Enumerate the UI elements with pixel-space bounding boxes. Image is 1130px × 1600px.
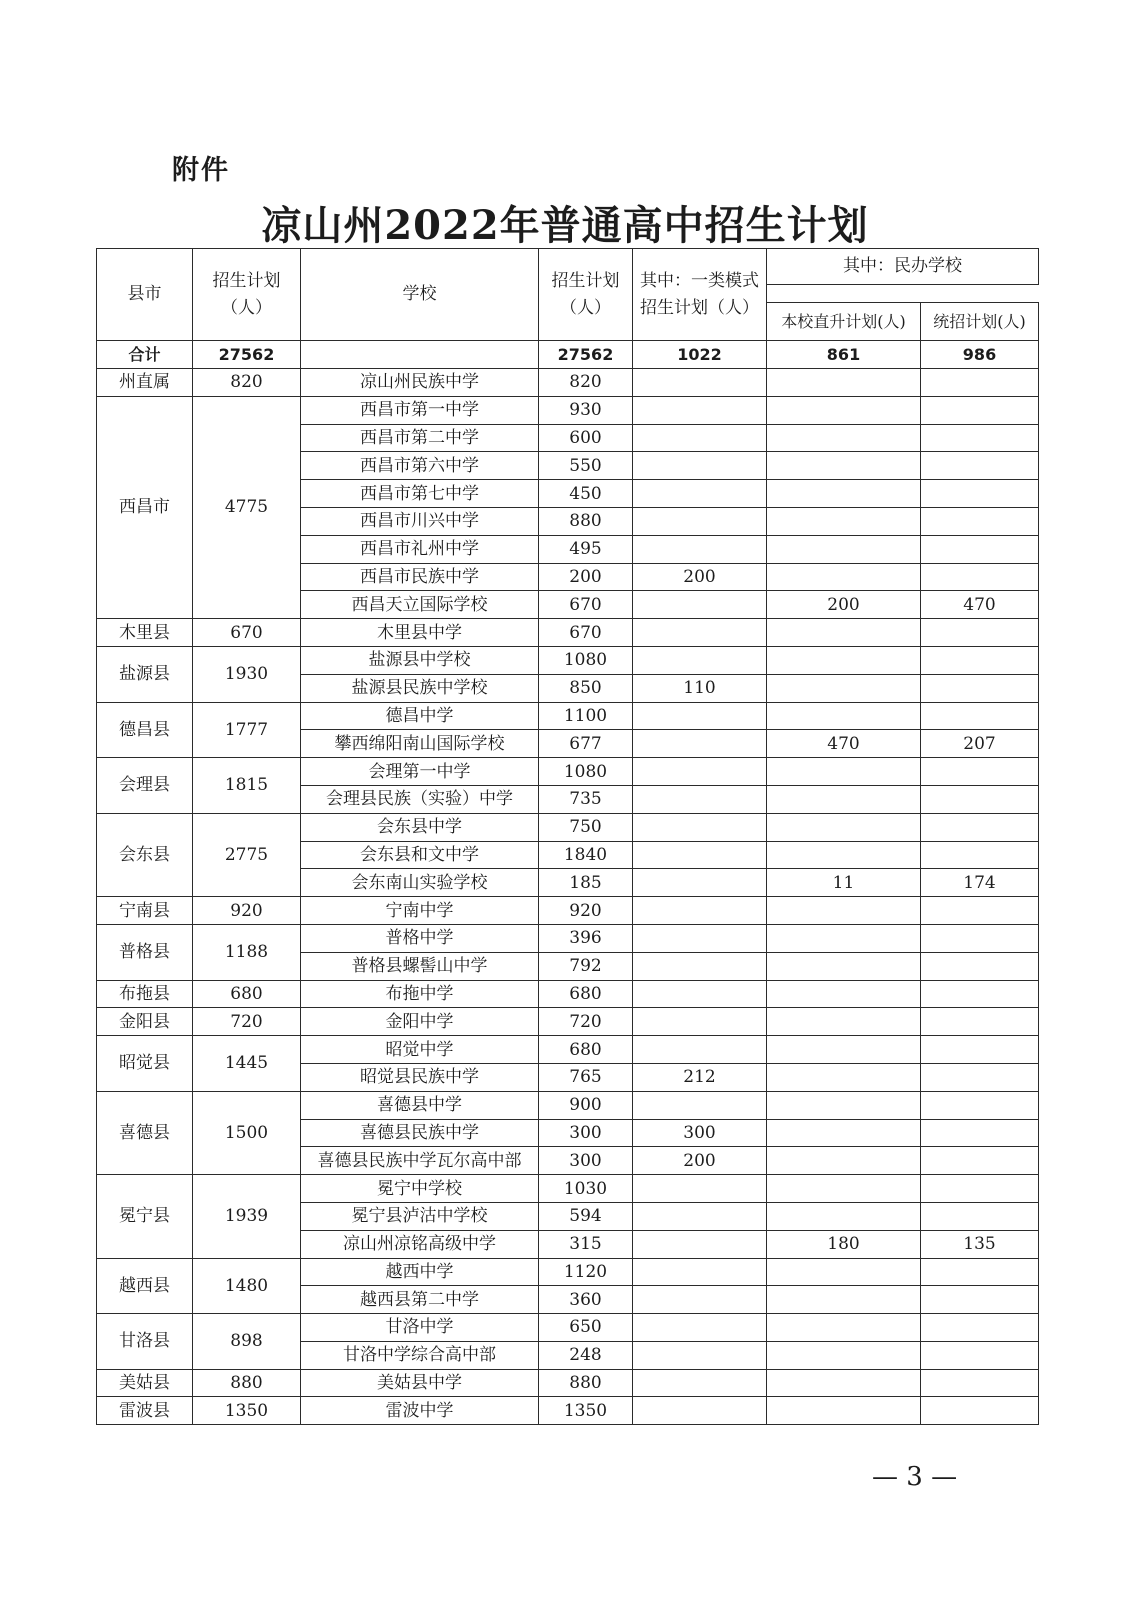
school-plan: 495 [539, 535, 633, 563]
class1-plan [633, 646, 767, 674]
class1-plan [633, 452, 767, 480]
private-direct-plan [767, 924, 921, 952]
school-name: 喜德县民族中学 [301, 1119, 539, 1147]
private-direct-plan [767, 1063, 921, 1091]
class1-plan [633, 730, 767, 758]
class1-plan: 110 [633, 674, 767, 702]
private-direct-plan [767, 424, 921, 452]
private-unified-plan [921, 396, 1039, 424]
school-name: 攀西绵阳南山国际学校 [301, 730, 539, 758]
class1-plan [633, 1314, 767, 1342]
school-plan: 185 [539, 869, 633, 897]
school-name: 凉山州凉铭高级中学 [301, 1230, 539, 1258]
class1-plan [633, 980, 767, 1008]
table-row [97, 897, 1039, 925]
school-plan: 200 [539, 563, 633, 591]
class1-plan: 200 [633, 1147, 767, 1175]
county-plan: 820 [193, 369, 301, 397]
county-plan: 1188 [193, 924, 301, 980]
private-unified-plan [921, 758, 1039, 786]
total-school-blank [301, 341, 539, 369]
private-unified-plan [921, 1397, 1039, 1425]
county-plan: 1815 [193, 758, 301, 814]
school-name: 越西中学 [301, 1258, 539, 1286]
county-plan: 1939 [193, 1175, 301, 1258]
school-name: 盐源县中学校 [301, 646, 539, 674]
school-name: 盐源县民族中学校 [301, 674, 539, 702]
school-plan: 930 [539, 396, 633, 424]
private-direct-plan [767, 1147, 921, 1175]
class1-plan [633, 369, 767, 397]
private-direct-plan [767, 1397, 921, 1425]
school-name: 凉山州民族中学 [301, 369, 539, 397]
school-plan: 1080 [539, 758, 633, 786]
school-plan: 248 [539, 1341, 633, 1369]
private-direct-plan [767, 507, 921, 535]
table-row [97, 1175, 1039, 1203]
private-direct-plan [767, 535, 921, 563]
private-unified-plan [921, 1369, 1039, 1397]
school-plan: 300 [539, 1147, 633, 1175]
private-unified-plan [921, 480, 1039, 508]
private-unified-plan [921, 1286, 1039, 1314]
private-direct-plan [767, 1314, 921, 1342]
private-direct-plan: 470 [767, 730, 921, 758]
class1-plan: 200 [633, 563, 767, 591]
school-plan: 720 [539, 1008, 633, 1036]
county-plan: 1930 [193, 646, 301, 702]
school-name: 西昌市第六中学 [301, 452, 539, 480]
private-unified-plan [921, 785, 1039, 813]
private-direct-plan [767, 1036, 921, 1064]
private-direct-plan [767, 1341, 921, 1369]
total-direct: 861 [767, 341, 921, 369]
school-name: 冕宁县泸沽中学校 [301, 1202, 539, 1230]
school-plan: 820 [539, 369, 633, 397]
document-title: 凉山州2022年普通高中招生计划 [261, 202, 869, 249]
header-school-plan: 招生计划（人） [539, 249, 633, 341]
county-name: 会东县 [97, 813, 193, 896]
school-name: 西昌市川兴中学 [301, 507, 539, 535]
header-school: 学校 [301, 249, 539, 341]
header-private-unified: 统招计划(人) [921, 303, 1039, 341]
private-unified-plan [921, 535, 1039, 563]
county-name: 昭觉县 [97, 1036, 193, 1092]
private-unified-plan: 135 [921, 1230, 1039, 1258]
school-plan: 765 [539, 1063, 633, 1091]
school-name: 甘洛中学 [301, 1314, 539, 1342]
private-unified-plan [921, 369, 1039, 397]
table-row [97, 1036, 1039, 1064]
private-unified-plan [921, 1036, 1039, 1064]
table-row [97, 1314, 1039, 1342]
school-name: 普格县螺髻山中学 [301, 952, 539, 980]
county-name: 宁南县 [97, 897, 193, 925]
private-direct-plan [767, 563, 921, 591]
class1-plan [633, 1008, 767, 1036]
private-unified-plan [921, 452, 1039, 480]
school-name: 金阳中学 [301, 1008, 539, 1036]
class1-plan [633, 785, 767, 813]
school-plan: 1100 [539, 702, 633, 730]
private-unified-plan [921, 674, 1039, 702]
school-name: 会东南山实验学校 [301, 869, 539, 897]
private-unified-plan: 207 [921, 730, 1039, 758]
table-row [97, 369, 1039, 397]
class1-plan [633, 396, 767, 424]
private-direct-plan [767, 1286, 921, 1314]
private-direct-plan [767, 1369, 921, 1397]
class1-plan [633, 841, 767, 869]
private-direct-plan [767, 1202, 921, 1230]
county-plan: 898 [193, 1314, 301, 1370]
private-unified-plan [921, 507, 1039, 535]
private-unified-plan: 174 [921, 869, 1039, 897]
school-plan: 450 [539, 480, 633, 508]
county-name: 盐源县 [97, 646, 193, 702]
private-unified-plan [921, 1008, 1039, 1036]
school-name: 会东县和文中学 [301, 841, 539, 869]
private-unified-plan [921, 1147, 1039, 1175]
class1-plan [633, 1369, 767, 1397]
school-plan: 650 [539, 1314, 633, 1342]
total-school-plan: 27562 [539, 341, 633, 369]
county-name: 普格县 [97, 924, 193, 980]
table-row [97, 980, 1039, 1008]
county-name: 木里县 [97, 619, 193, 647]
school-name: 宁南中学 [301, 897, 539, 925]
table-row [97, 1369, 1039, 1397]
school-name: 西昌市第一中学 [301, 396, 539, 424]
private-direct-plan: 11 [767, 869, 921, 897]
private-unified-plan [921, 897, 1039, 925]
county-plan: 1350 [193, 1397, 301, 1425]
private-unified-plan [921, 1341, 1039, 1369]
attachment-label: 附件 [172, 155, 230, 186]
county-name: 喜德县 [97, 1091, 193, 1174]
private-unified-plan [921, 424, 1039, 452]
school-name: 冕宁中学校 [301, 1175, 539, 1203]
school-name: 越西县第二中学 [301, 1286, 539, 1314]
class1-plan: 300 [633, 1119, 767, 1147]
private-unified-plan [921, 646, 1039, 674]
county-plan: 680 [193, 980, 301, 1008]
private-direct-plan [767, 1119, 921, 1147]
class1-plan [633, 1230, 767, 1258]
class1-plan [633, 813, 767, 841]
private-direct-plan: 200 [767, 591, 921, 619]
class1-plan [633, 1397, 767, 1425]
class1-plan [633, 591, 767, 619]
county-plan: 2775 [193, 813, 301, 896]
private-unified-plan [921, 1202, 1039, 1230]
private-unified-plan [921, 924, 1039, 952]
school-plan: 1030 [539, 1175, 633, 1203]
total-class1: 1022 [633, 341, 767, 369]
class1-plan [633, 758, 767, 786]
class1-plan [633, 1091, 767, 1119]
private-direct-plan [767, 841, 921, 869]
school-plan: 594 [539, 1202, 633, 1230]
county-plan: 1480 [193, 1258, 301, 1314]
county-name: 越西县 [97, 1258, 193, 1314]
private-unified-plan [921, 1119, 1039, 1147]
class1-plan [633, 897, 767, 925]
class1-plan [633, 535, 767, 563]
county-plan: 1500 [193, 1091, 301, 1174]
header-class1-plan: 其中：一类模式招生计划（人） [633, 249, 767, 341]
table-row [97, 619, 1039, 647]
county-plan: 4775 [193, 396, 301, 618]
private-direct-plan [767, 396, 921, 424]
school-plan: 315 [539, 1230, 633, 1258]
school-name: 会东县中学 [301, 813, 539, 841]
school-plan: 300 [539, 1119, 633, 1147]
private-direct-plan [767, 674, 921, 702]
school-name: 会理第一中学 [301, 758, 539, 786]
school-plan: 670 [539, 591, 633, 619]
county-name: 西昌市 [97, 396, 193, 618]
private-direct-plan [767, 1258, 921, 1286]
school-plan: 550 [539, 452, 633, 480]
private-direct-plan [767, 702, 921, 730]
private-direct-plan [767, 646, 921, 674]
county-plan: 880 [193, 1369, 301, 1397]
page-number: — 3 — [872, 1462, 958, 1492]
private-direct-plan [767, 1175, 921, 1203]
private-direct-plan [767, 758, 921, 786]
school-name: 甘洛中学综合高中部 [301, 1341, 539, 1369]
school-name: 昭觉中学 [301, 1036, 539, 1064]
private-direct-plan [767, 952, 921, 980]
county-plan: 1445 [193, 1036, 301, 1092]
school-name: 普格中学 [301, 924, 539, 952]
header-county: 县市 [97, 249, 193, 341]
school-name: 西昌市第二中学 [301, 424, 539, 452]
table-row [97, 396, 1039, 424]
private-unified-plan [921, 1258, 1039, 1286]
school-plan: 880 [539, 507, 633, 535]
school-plan: 680 [539, 980, 633, 1008]
class1-plan: 212 [633, 1063, 767, 1091]
private-direct-plan [767, 897, 921, 925]
school-name: 德昌中学 [301, 702, 539, 730]
table-row [97, 646, 1039, 674]
private-unified-plan [921, 1314, 1039, 1342]
class1-plan [633, 1202, 767, 1230]
school-name: 美姑县中学 [301, 1369, 539, 1397]
total-row [97, 341, 1039, 369]
table-row [97, 1397, 1039, 1425]
county-plan: 720 [193, 1008, 301, 1036]
private-unified-plan [921, 619, 1039, 647]
school-name: 木里县中学 [301, 619, 539, 647]
private-direct-plan: 180 [767, 1230, 921, 1258]
county-name: 州直属 [97, 369, 193, 397]
class1-plan [633, 507, 767, 535]
school-plan: 680 [539, 1036, 633, 1064]
private-direct-plan [767, 1091, 921, 1119]
school-plan: 396 [539, 924, 633, 952]
table-row [97, 758, 1039, 786]
school-name: 西昌市民族中学 [301, 563, 539, 591]
class1-plan [633, 702, 767, 730]
class1-plan [633, 424, 767, 452]
county-name: 金阳县 [97, 1008, 193, 1036]
county-plan: 1777 [193, 702, 301, 758]
total-label: 合计 [97, 341, 193, 369]
school-name: 会理县民族（实验）中学 [301, 785, 539, 813]
table-row [97, 924, 1039, 952]
school-plan: 920 [539, 897, 633, 925]
total-county-plan: 27562 [193, 341, 301, 369]
private-unified-plan: 470 [921, 591, 1039, 619]
class1-plan [633, 869, 767, 897]
county-plan: 920 [193, 897, 301, 925]
school-name: 西昌天立国际学校 [301, 591, 539, 619]
county-name: 美姑县 [97, 1369, 193, 1397]
private-unified-plan [921, 1063, 1039, 1091]
private-direct-plan [767, 980, 921, 1008]
enrollment-plan-table [96, 248, 1039, 1425]
table-row [97, 702, 1039, 730]
school-plan: 900 [539, 1091, 633, 1119]
table-row [97, 813, 1039, 841]
total-unified: 986 [921, 341, 1039, 369]
class1-plan [633, 480, 767, 508]
school-plan: 677 [539, 730, 633, 758]
school-name: 昭觉县民族中学 [301, 1063, 539, 1091]
school-plan: 1120 [539, 1258, 633, 1286]
school-name: 布拖中学 [301, 980, 539, 1008]
school-name: 西昌市礼州中学 [301, 535, 539, 563]
private-unified-plan [921, 1091, 1039, 1119]
table-row [97, 1091, 1039, 1119]
private-direct-plan [767, 813, 921, 841]
county-name: 布拖县 [97, 980, 193, 1008]
class1-plan [633, 1258, 767, 1286]
school-plan: 750 [539, 813, 633, 841]
class1-plan [633, 952, 767, 980]
county-name: 德昌县 [97, 702, 193, 758]
county-name: 甘洛县 [97, 1314, 193, 1370]
county-name: 雷波县 [97, 1397, 193, 1425]
header-county-plan: 招生计划（人） [193, 249, 301, 341]
private-unified-plan [921, 980, 1039, 1008]
school-name: 雷波中学 [301, 1397, 539, 1425]
header-private-group: 其中：民办学校 [767, 249, 1039, 285]
table-row [97, 1008, 1039, 1036]
class1-plan [633, 1175, 767, 1203]
school-name: 西昌市第七中学 [301, 480, 539, 508]
class1-plan [633, 1341, 767, 1369]
class1-plan [633, 619, 767, 647]
private-direct-plan [767, 785, 921, 813]
private-unified-plan [921, 952, 1039, 980]
private-unified-plan [921, 813, 1039, 841]
school-plan: 1080 [539, 646, 633, 674]
school-plan: 880 [539, 1369, 633, 1397]
class1-plan [633, 1036, 767, 1064]
school-plan: 850 [539, 674, 633, 702]
school-plan: 1840 [539, 841, 633, 869]
header-private-direct: 本校直升计划(人) [767, 303, 921, 341]
class1-plan [633, 924, 767, 952]
school-plan: 792 [539, 952, 633, 980]
school-plan: 600 [539, 424, 633, 452]
private-unified-plan [921, 702, 1039, 730]
class1-plan [633, 1286, 767, 1314]
private-direct-plan [767, 369, 921, 397]
county-plan: 670 [193, 619, 301, 647]
table-row [97, 1258, 1039, 1286]
private-unified-plan [921, 841, 1039, 869]
private-direct-plan [767, 452, 921, 480]
private-direct-plan [767, 1008, 921, 1036]
school-plan: 735 [539, 785, 633, 813]
school-plan: 1350 [539, 1397, 633, 1425]
county-name: 冕宁县 [97, 1175, 193, 1258]
private-direct-plan [767, 480, 921, 508]
school-plan: 360 [539, 1286, 633, 1314]
county-name: 会理县 [97, 758, 193, 814]
school-plan: 670 [539, 619, 633, 647]
private-unified-plan [921, 1175, 1039, 1203]
school-name: 喜德县中学 [301, 1091, 539, 1119]
private-direct-plan [767, 619, 921, 647]
private-unified-plan [921, 563, 1039, 591]
school-name: 喜德县民族中学瓦尔高中部 [301, 1147, 539, 1175]
